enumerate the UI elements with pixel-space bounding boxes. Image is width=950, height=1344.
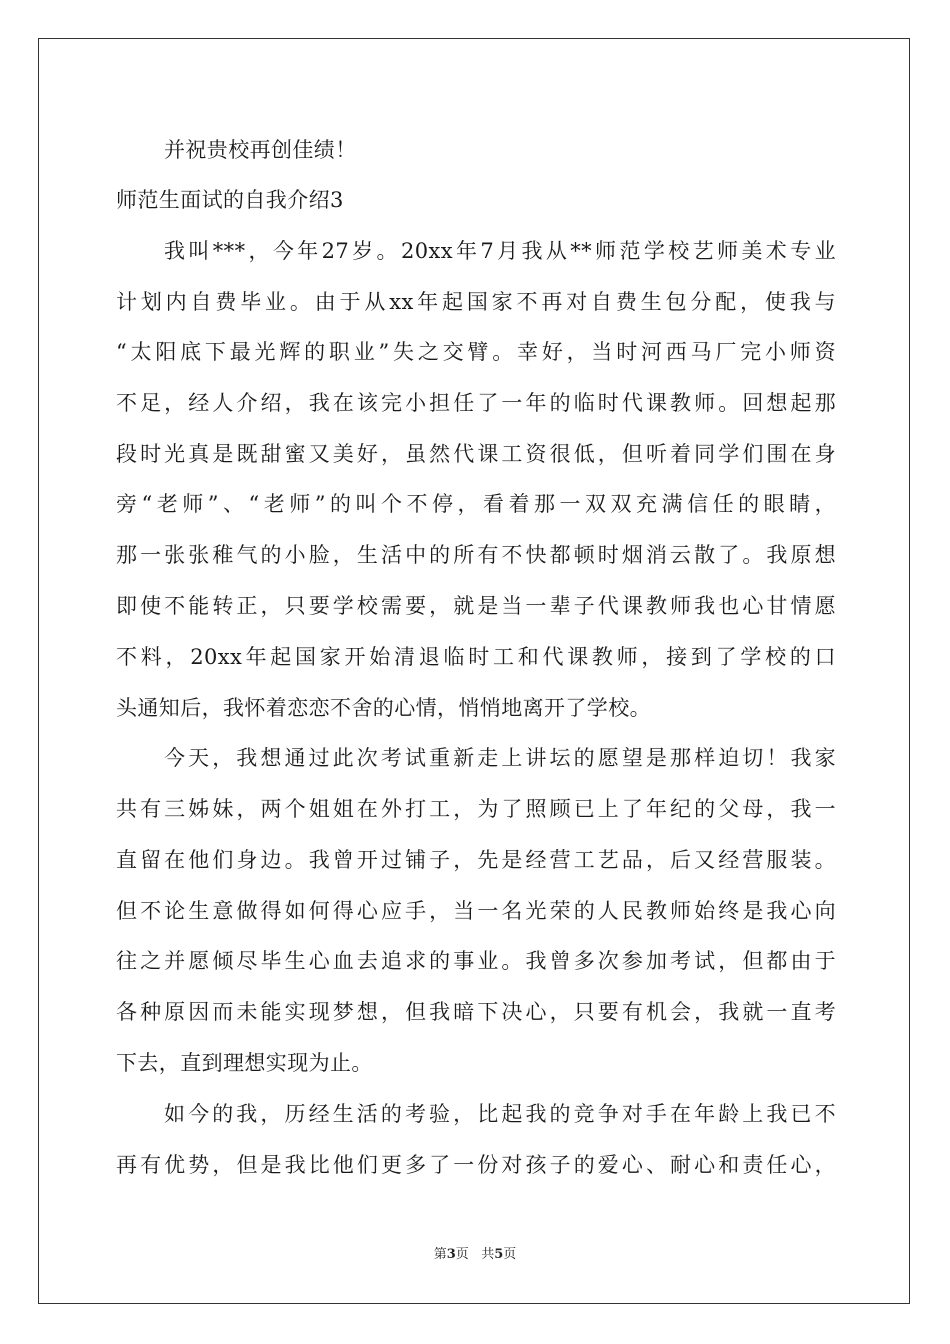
page-footer [0,1246,950,1264]
text-line: 旁“老师”、“老师”的叫个不停，看着那一双双充满信任的眼睛， [116,492,836,516]
text-line: 如今的我，历经生活的考验，比起我的竞争对手在年龄上我已不 [164,1102,836,1126]
text-line: 即使不能转正，只要学校需要，就是当一辈子代课教师我也心甘情愿 [116,594,836,618]
text-line: 下去，直到理想实现为止。 [116,1051,373,1075]
text-line: 并祝贵校再创佳绩！ [164,138,357,162]
text-line: 计划内自费毕业。由于从xx年起国家不再对自费生包分配，使我与 [116,290,836,314]
text-line: 往之并愿倾尽毕生心血去追求的事业。我曾多次参加考试，但都由于 [116,949,836,973]
text-line: 直留在他们身边。我曾开过铺子，先是经营工艺品，后又经营服装。 [116,848,836,872]
total-label-prefix: 共 [481,1247,495,1262]
text-line: 不料，20xx年起国家开始清退临时工和代课教师，接到了学校的口 [116,645,836,669]
text-line: 再有优势，但是我比他们更多了一份对孩子的爱心、耐心和责任心， [116,1153,836,1177]
text-line: 各种原因而未能实现梦想，但我暗下决心，只要有机会，我就一直考 [116,1000,836,1024]
page-label-prefix: 第 [433,1247,447,1262]
text-line: 今天，我想通过此次考试重新走上讲坛的愿望是那样迫切！我家 [164,746,836,770]
text-line: 但不论生意做得如何得心应手，当一名光荣的人民教师始终是我心向 [116,899,836,923]
section-heading: 师范生面试的自我介绍3 [116,188,344,212]
text-line: 头通知后，我怀着恋恋不舍的心情，悄悄地离开了学校。 [116,696,651,720]
page-label-suffix: 页 [455,1247,469,1262]
current-page-number: 3 [446,1247,456,1262]
total-page-number: 5 [494,1247,504,1262]
text-line: “太阳底下最光辉的职业”失之交臂。幸好，当时河西马厂完小师资 [116,340,836,364]
text-line: 不足，经人介绍，我在该完小担任了一年的临时代课教师。回想起那 [116,391,836,415]
text-line: 共有三姊妹，两个姐姐在外打工，为了照顾已上了年纪的父母，我一 [116,797,836,821]
text-line: 那一张张稚气的小脸，生活中的所有不快都顿时烟消云散了。我原想 [116,543,836,567]
text-line: 我叫***，今年27岁。20xx年7月我从**师范学校艺师美术专业 [164,239,836,263]
total-label-suffix: 页 [503,1247,517,1262]
text-line: 段时光真是既甜蜜又美好，虽然代课工资很低，但听着同学们围在身 [116,442,836,466]
